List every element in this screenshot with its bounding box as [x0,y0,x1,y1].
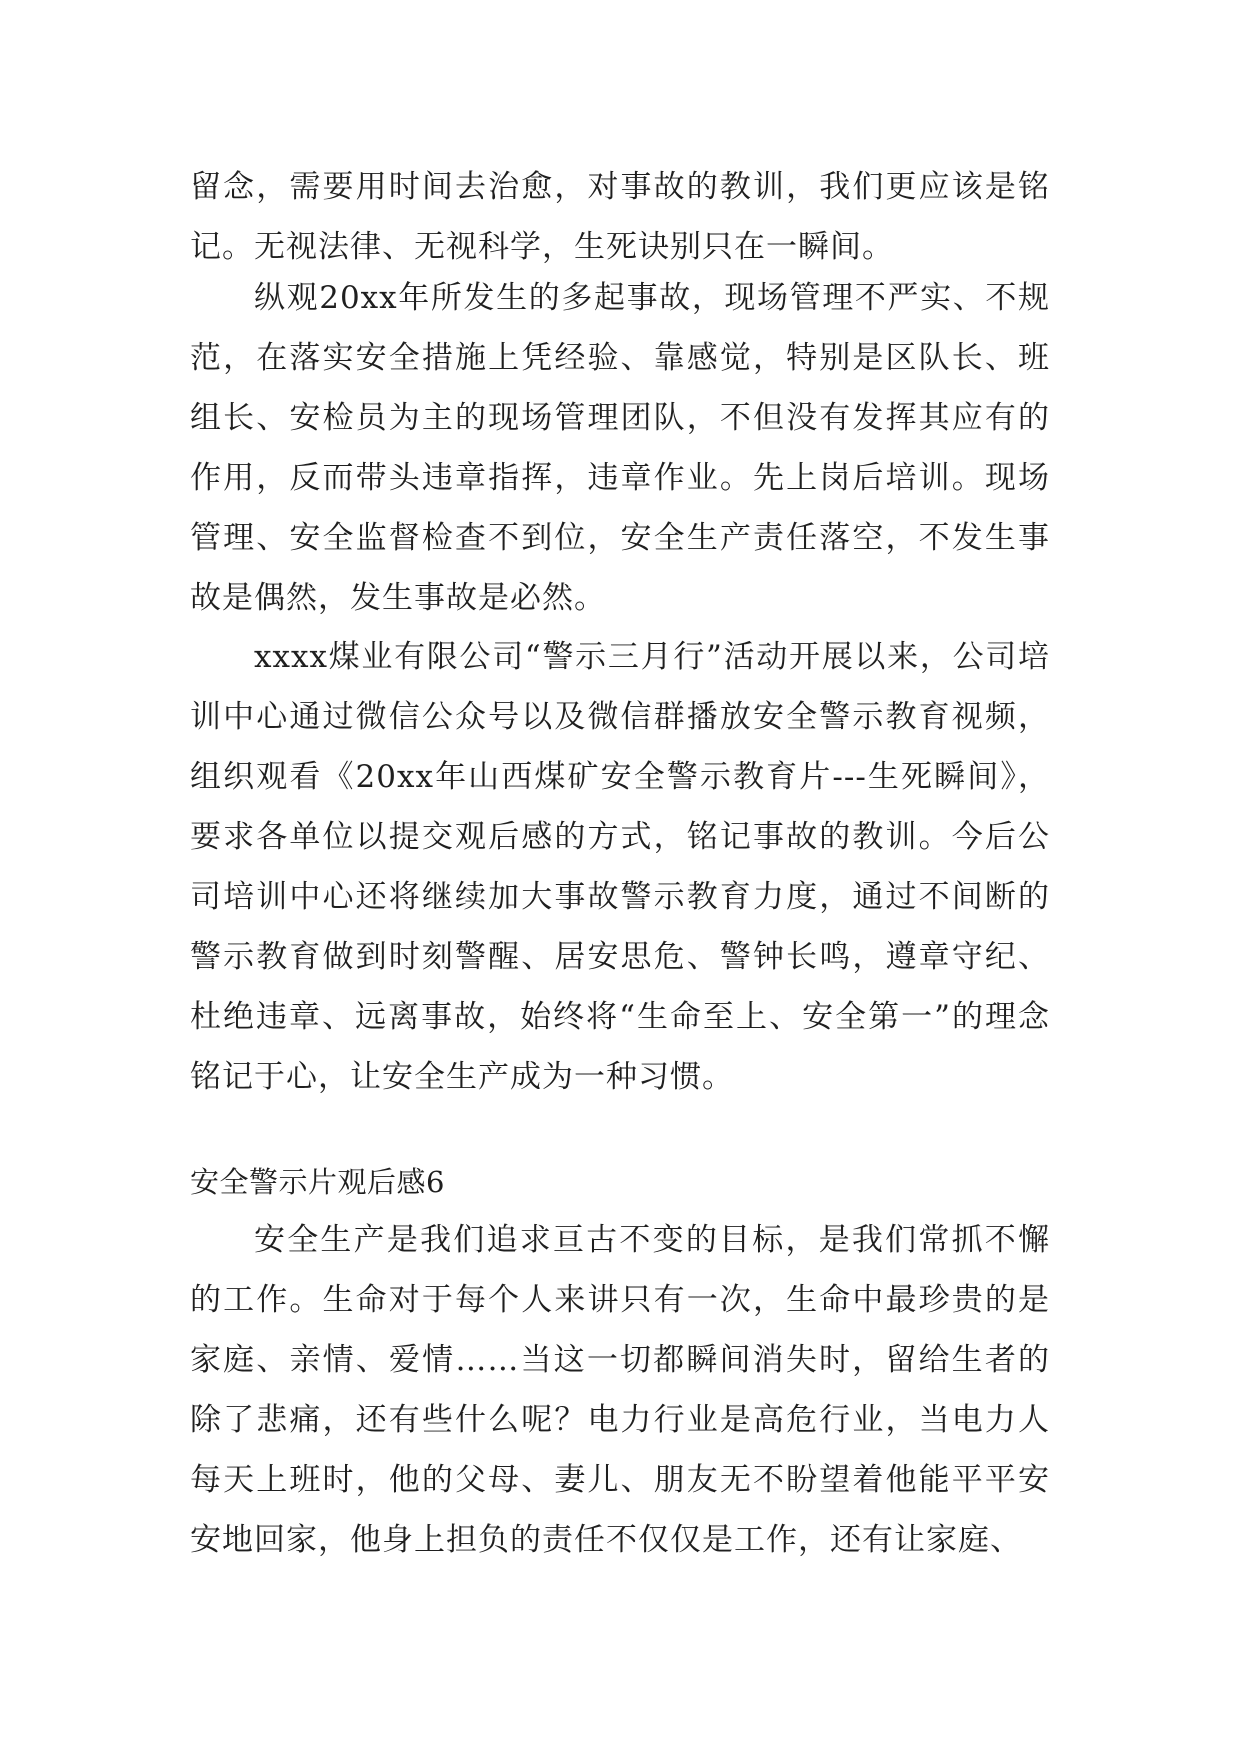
paragraph-2-text: 纵观20xx年所发生的多起事故，现场管理不严实、不规范，在落实安全措施上凭经验、靠感觉，特别是区队长、班组长、安检员为主的现场管理团队，不但没有发挥其应有的作用，反而带头违章指挥，违章作业。先上岗后培训。现场管理、安全监督检查不到位，安全生产责任落空，不发生事故是偶然，发生事故是必然。 [190,280,1050,616]
paragraph-4-text: 安全生产是我们追求亘古不变的目标，是我们常抓不懈的工作。生命对于每个人来讲只有一次，生命中最珍贵的是家庭、亲情、爱情……当这一切都瞬间消失时，留给生者的除了悲痛，还有些什么呢？电力行业是高危行业，当电力人每天上班时，他的父母、妻儿、朋友无不盼望着他能平平安安地回家，他身上担负的责任不仅仅是工作，还有让家庭、 [190,1222,1050,1558]
paragraph-safety-goal [190,1210,1050,1570]
paragraph-3-text: xxxx煤业有限公司“警示三月行”活动开展以来，公司培训中心通过微信公众号以及微信群播放安全警示教育视频，组织观看《20xx年山西煤矿安全警示教育片---生死瞬间》，要求各单位以提交观后感的方式，铭记事故的教训。今后公司培训中心还将继续加大事故警示教育力度，通过不间断的警示教育做到时刻警醒、居安思危、警钟长鸣，遵章守纪、杜绝违章、远离事故，始终将“生命至上、安全第一”的理念铭记于心，让安全生产成为一种习惯。 [190,639,1050,1095]
paragraph-accident-review [190,268,1050,628]
paragraph-continuation [190,157,1050,277]
section-heading: 安全警示片观后感6 [190,1165,445,1199]
paragraph-1-text: 留念，需要用时间去治愈，对事故的教训，我们更应该是铭记。无视法律、无视科学，生死诀别只在一瞬间。 [190,169,1050,265]
paragraph-company-activity [190,627,1050,1107]
